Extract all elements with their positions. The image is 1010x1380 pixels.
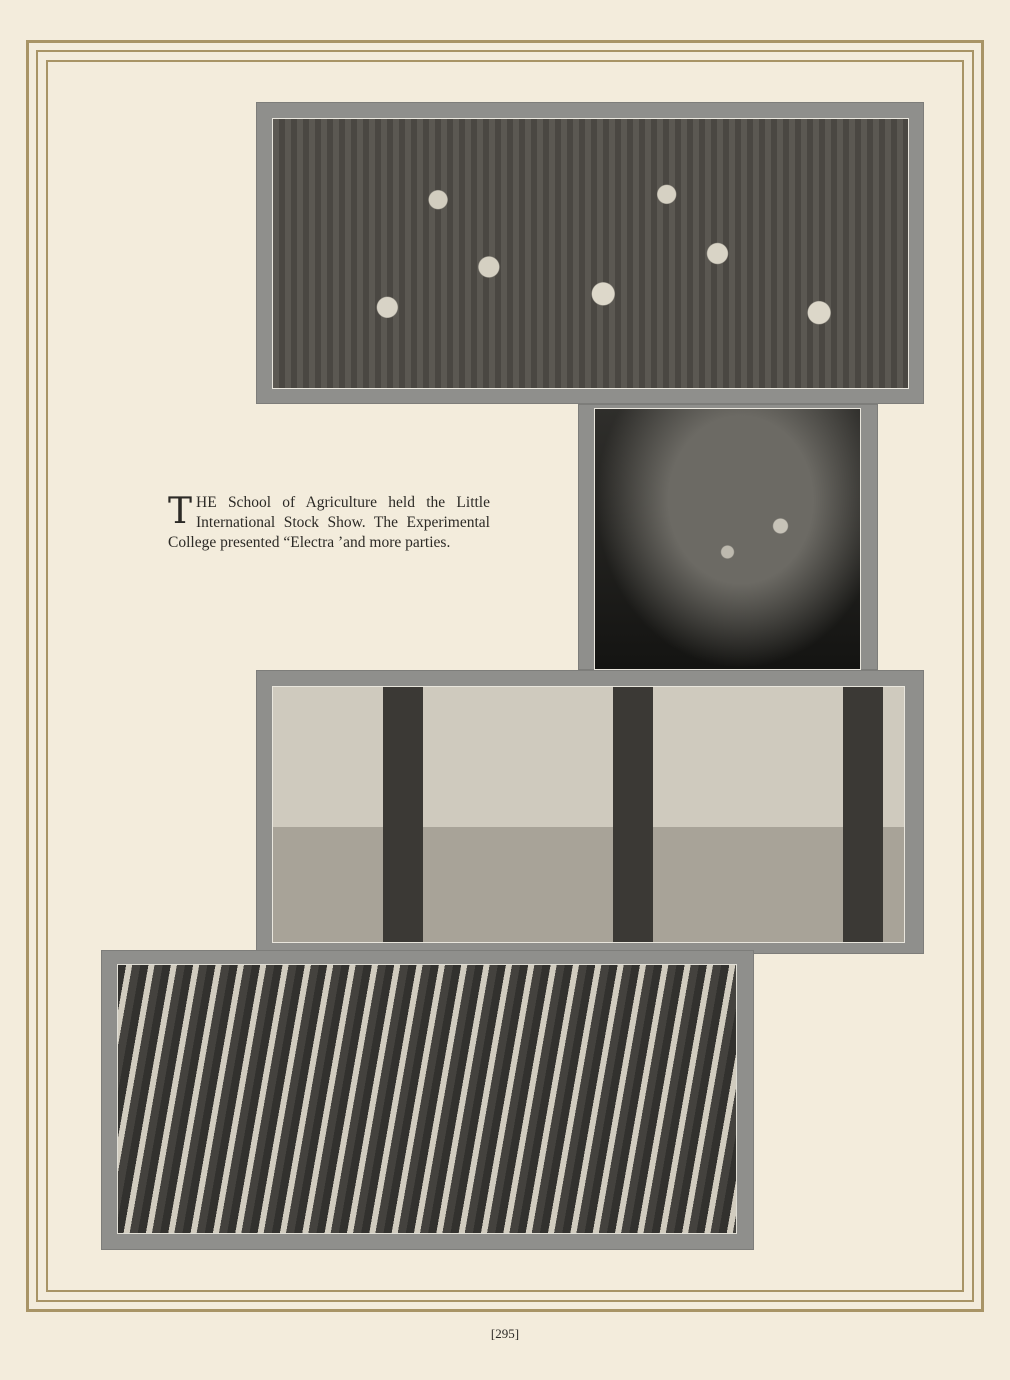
photo-group-portrait — [272, 118, 909, 389]
photo-crowd-at-night — [594, 408, 861, 670]
caption-text: HE School of Agriculture held the Little International Stock Show. The Experimental College presented “Electra ’and more parties. — [168, 494, 490, 551]
drop-cap: T — [168, 491, 193, 532]
photo-mat-4 — [101, 950, 754, 1250]
photo-stock-show-cattle — [117, 964, 737, 1234]
photo-mat-1 — [256, 102, 924, 404]
caption-paragraph — [168, 493, 490, 553]
photo-mat-2 — [578, 404, 878, 670]
photo-stage-performance — [272, 686, 905, 943]
photo-mat-3 — [256, 670, 924, 954]
page-number: [295] — [490, 1326, 520, 1341]
